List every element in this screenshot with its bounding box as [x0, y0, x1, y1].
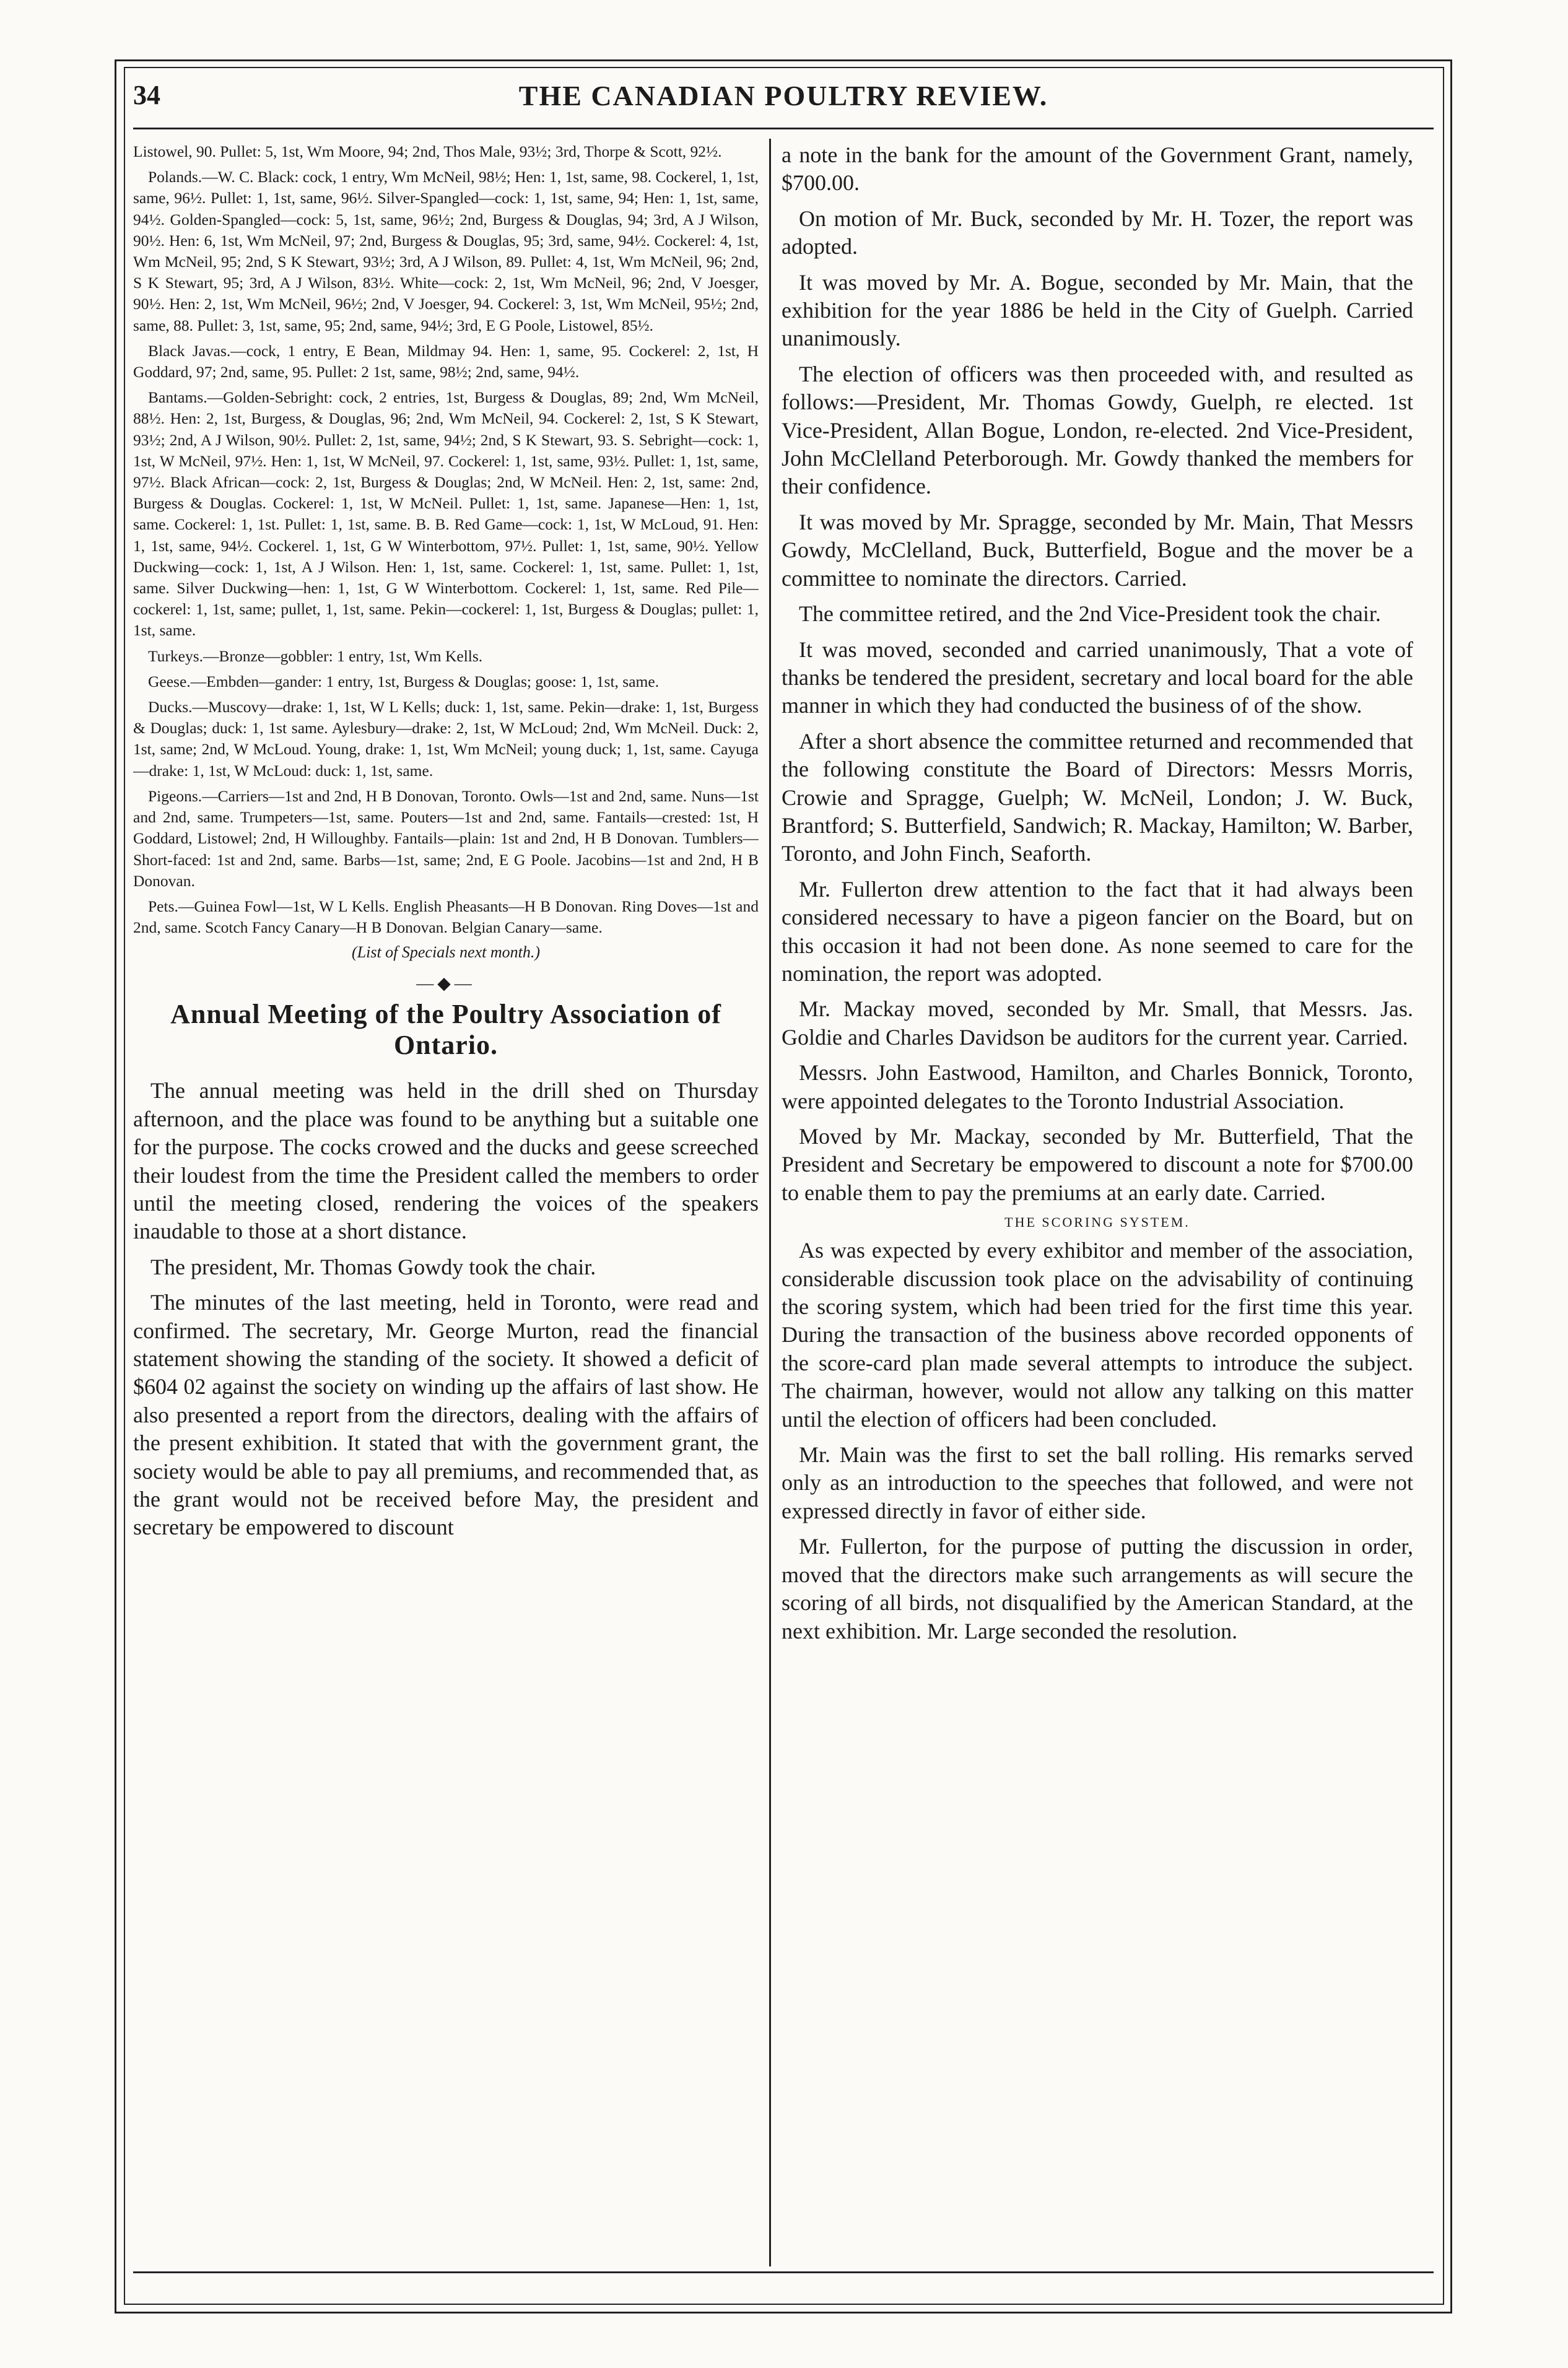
article-paragraph: It was moved by Mr. Spragge, seconded by Mr. Main, That Messrs Gowdy, McClelland, Buck, Butterfield, Bogue and the mover be a committee to nominate the directors. Carried.	[782, 509, 1413, 591]
article-paragraph: After a short absence the committee returned and recommended that the following constitute the Board of Directors: Messrs Morris, Crowie and Spragge, Guelph; W. McNeil, London; J. W. Buck, Brantford; S. Butterfield, Sandwich; R. Mackay, Hamilton; W. Barber, Toronto, and John Finch, Seaforth.	[782, 728, 1413, 866]
article-paragraph: It was moved, seconded and carried unanimously, That a vote of thanks be tendered the president, secretary and local board for the able manner in which they had conducted the business of of the show.	[782, 637, 1413, 718]
article-paragraph: Mr. Mackay moved, seconded by Mr. Small, that Messrs. Jas. Goldie and Charles Davidson be auditors for the current year. Carried.	[782, 996, 1413, 1050]
article-paragraph: The committee retired, and the 2nd Vice-President took the chair.	[799, 601, 1381, 627]
article-paragraph: Mr. Fullerton, for the purpose of putting the discussion in order, moved that the directors make such arrangements as will secure the scoring of all birds, not disqualified by the American Standard, at the next exhibition. Mr. Large seconded the resolution.	[782, 1534, 1413, 1643]
article-paragraph: Messrs. John Eastwood, Hamilton, and Charles Bonnick, Toronto, were appointed delegates to the Toronto Industrial Association.	[782, 1060, 1413, 1113]
left-column	[133, 141, 759, 2265]
article-paragraph: As was expected by every exhibitor and member of the association, considerable discussion took place on the advisability of continuing the scoring system, which had been tried for the first time this year. During the transaction of the business above recorded opponents of the score-card plan made several attempts to introduce the subject. The chairman, however, would not allow any talking on this matter until the election of officers had been concluded.	[782, 1238, 1413, 1432]
article-paragraph: It was moved by Mr. A. Bogue, seconded by Mr. Main, that the exhibition for the year 1886 be held in the City of Guelph. Carried unanimously.	[782, 269, 1413, 351]
right-column	[782, 141, 1413, 2265]
article-paragraph: The minutes of the last meeting, held in Toronto, were read and confirmed. The secretary, Mr. George Murton, read the financial statement showing the standing of the society. It showed a deficit of $604 02 against the society on winding up the affairs of last show. He also presented a report from the directors, dealing with the affairs of the present exhibition. It stated that with the government grant, the society would be able to pay all premiums, and recommended that, as the grant would not be received before May, the president and secretary be empowered to discount	[133, 1290, 759, 1540]
specials-note: (List of Specials next month.)	[351, 943, 540, 962]
prize-entry: Black Javas.—cock, 1 entry, E Bean, Mildmay 94. Hen: 1, same, 95. Cockerel: 2, 1st, H Goddard, 97; 2nd, same, 95. Pullet: 2 1st, same, 98½; 2nd, same, 94½.	[133, 341, 759, 381]
prize-entry: Turkeys.—Bronze—gobbler: 1 entry, 1st, Wm Kells.	[148, 646, 483, 665]
ornament-divider: —◆—	[416, 974, 476, 994]
article-paragraph: Mr. Fullerton drew attention to the fact that it had always been considered necessary to have a pigeon fancier on the Board, but on this occasion it had not been done. As none seemed to care for the nomination, the report was adopted.	[782, 876, 1413, 986]
section-subhead: THE SCORING SYSTEM.	[1004, 1214, 1190, 1230]
article-paragraph: The election of officers was then proceeded with, and resulted as follows:—President, Mr. Thomas Gowdy, Guelph, re elected. 1st Vice-President, Allan Bogue, London, re-elected. 2nd Vice-President, John McClelland Peterborough. Mr. Gowdy thanked the members for their confidence.	[782, 361, 1413, 499]
article-paragraph: On motion of Mr. Buck, seconded by Mr. H. Tozer, the report was adopted.	[782, 206, 1413, 259]
prize-entry: Pigeons.—Carriers—1st and 2nd, H B Donovan, Toronto. Owls—1st and 2nd, same. Nuns—1st and 2nd, same. Trumpeters—1st, same. Pouters—1st and 2nd, same. Fantails—crested: 1st, H Goddard, Listowel; 2nd, H Willoughby. Fantails—plain: 1st and 2nd, H B Donovan. Tumblers—Short-faced: 1st and 2nd, same. Barbs—1st, same; 2nd, E G Poole. Jacobins—1st and 2nd, H B Donovan.	[133, 786, 759, 890]
column-divider	[769, 139, 771, 2266]
article-body-right	[782, 141, 1413, 1207]
article-title: Annual Meeting of the Poultry Association of Ontario.	[170, 999, 721, 1061]
prize-entry: Geese.—Embden—gander: 1 entry, 1st, Burgess & Douglas; goose: 1, 1st, same.	[148, 672, 660, 690]
article-paragraph: Mr. Main was the first to set the ball rolling. His remarks served only as an introduction to the speeches that followed, and were not expressed directly in favor of either side.	[782, 1442, 1413, 1523]
article-body-left	[133, 1077, 759, 1542]
article-paragraph: The president, Mr. Thomas Gowdy took the chair.	[150, 1254, 596, 1279]
prize-list	[133, 141, 759, 938]
scoring-body	[782, 1237, 1413, 1645]
article-paragraph: Moved by Mr. Mackay, seconded by Mr. Butterfield, That the President and Secretary be empowered to discount a note for $700.00 to enable them to pay the premiums at an early date. Carried.	[782, 1124, 1413, 1205]
bottom-rule	[133, 2271, 1434, 2273]
prize-entry: Listowel, 90. Pullet: 5, 1st, Wm Moore, 94; 2nd, Thos Male, 93½; 3rd, Thorpe & Scott, 92½.	[133, 142, 722, 160]
article-paragraph: a note in the bank for the amount of the Government Grant, namely, $700.00.	[782, 142, 1413, 196]
article-paragraph: The annual meeting was held in the drill shed on Thursday afternoon, and the place was found to be anything but a suitable one for the purpose. The cocks crowed and the ducks and geese screeched their loudest from the time the President called the members to order until the meeting closed, rendering the voices of the speakers inaudable to those at a short distance.	[133, 1078, 759, 1244]
prize-entry: Bantams.—Golden-Sebright: cock, 2 entries, 1st, Burgess & Douglas, 89; 2nd, Wm McNeil, 88½. Hen: 2, 1st, Burgess, & Douglas, 96; 2nd, Wm McNeil, 94. Cockerel: 2, 1st, S K Stewart, 93½; 2nd, A J Wilson, 90½. Pullet: 2, 1st, same, 94½; 2nd, S K Stewart, 93. S. Sebright—cock: 1, 1st, W McNeil, 97½. Hen: 1, 1st, W McNeil, 97. Cockerel: 1, 1st, same, 93½. Pullet: 1, 1st, same, 97½. Black African—cock: 2, 1st, Burgess & Douglas; 2nd, W McNeil. Hen: 2, 1st, same: 2nd, Burgess & Douglas. Cockerel: 1, 1st, W McNeil. Pullet: 1, 1st, same. Japanese—Hen: 1, 1st, same. Cockerel: 1, 1st. Pullet: 1, 1st, same. B. B. Red Game—cock: 1, 1st, W McLoud, 91. Hen: 1, 1st, same, 94½. Cockerel. 1, 1st, G W Winterbottom, 97½. Pullet: 1, 1st, same, 90½. Yellow Duckwing—cock: 1, 1st, A J Wilson. Hen: 1, 1st, same. Cockerel: 1, 1st, same. Pullet: 1, 1st, same. Silver Duckwing—hen: 1, 1st, G W Winterbottom. Cockerel: 1, 1st, same. Red Pile—cockerel: 1, 1st, same; pullet, 1, 1st, same. Pekin—cockerel: 1, 1st, Burgess & Douglas; pullet: 1, 1st, same.	[133, 388, 759, 640]
prize-entry: Polands.—W. C. Black: cock, 1 entry, Wm McNeil, 98½; Hen: 1, 1st, same, 98. Cockerel, 1, 1st, same, 96½. Pullet: 1, 1st, same, 96½. Silver-Spangled—cock: 1, 1st, same, 94; Hen: 1, 1st, same, 94½. Golden-Spangled—cock: 5, 1st, same, 96½; 2nd, Burgess & Douglas, 94; 3rd, A J Wilson, 90½. Hen: 6, 1st, Wm McNeil, 97; 2nd, Burgess & Douglas, 95; 3rd, same, 94½. Cockerel: 4, 1st, Wm McNeil, 95; 2nd, S K Stewart, 93½; 3rd, A J Wilson, 89. Pullet: 4, 1st, Wm McNeil, 96; 2nd, S K Stewart, 95; 3rd, A J Wilson, 83½. White—cock: 2, 1st, Wm McNeil, 96; 2nd, V Joesger, 90½. Hen: 2, 1st, Wm McNeil, 96½; 2nd, V Joesger, 94. Cockerel: 3, 1st, Wm McNeil, 95½; 2nd, same, 88. Pullet: 3, 1st, same, 95; 2nd, same, 94½; 3rd, E G Poole, Listowel, 85½.	[133, 168, 759, 334]
header-rule	[133, 128, 1434, 129]
page-number: 34	[133, 80, 160, 110]
running-title: THE CANADIAN POULTRY REVIEW.	[518, 80, 1048, 111]
prize-entry: Pets.—Guinea Fowl—1st, W L Kells. English Pheasants—H B Donovan. Ring Doves—1st and 2nd, same. Scotch Fancy Canary—H B Donovan. Belgian Canary—same.	[133, 897, 759, 937]
prize-entry: Ducks.—Muscovy—drake: 1, 1st, W L Kells; duck: 1, 1st, same. Pekin—drake: 1, 1st, Burgess & Douglas; duck: 1, 1st same. Aylesbury—drake: 2, 1st, W McLoud; 2nd, Wm McNeil. Duck: 2, 1st, same; 2nd, W McLoud. Young, drake: 1, 1st, Wm McNeil; young duck; 1, 1st, same. Cayuga—drake: 1, 1st, W McLoud: duck: 1, 1st, same.	[133, 698, 759, 780]
page-header	[133, 79, 1434, 123]
